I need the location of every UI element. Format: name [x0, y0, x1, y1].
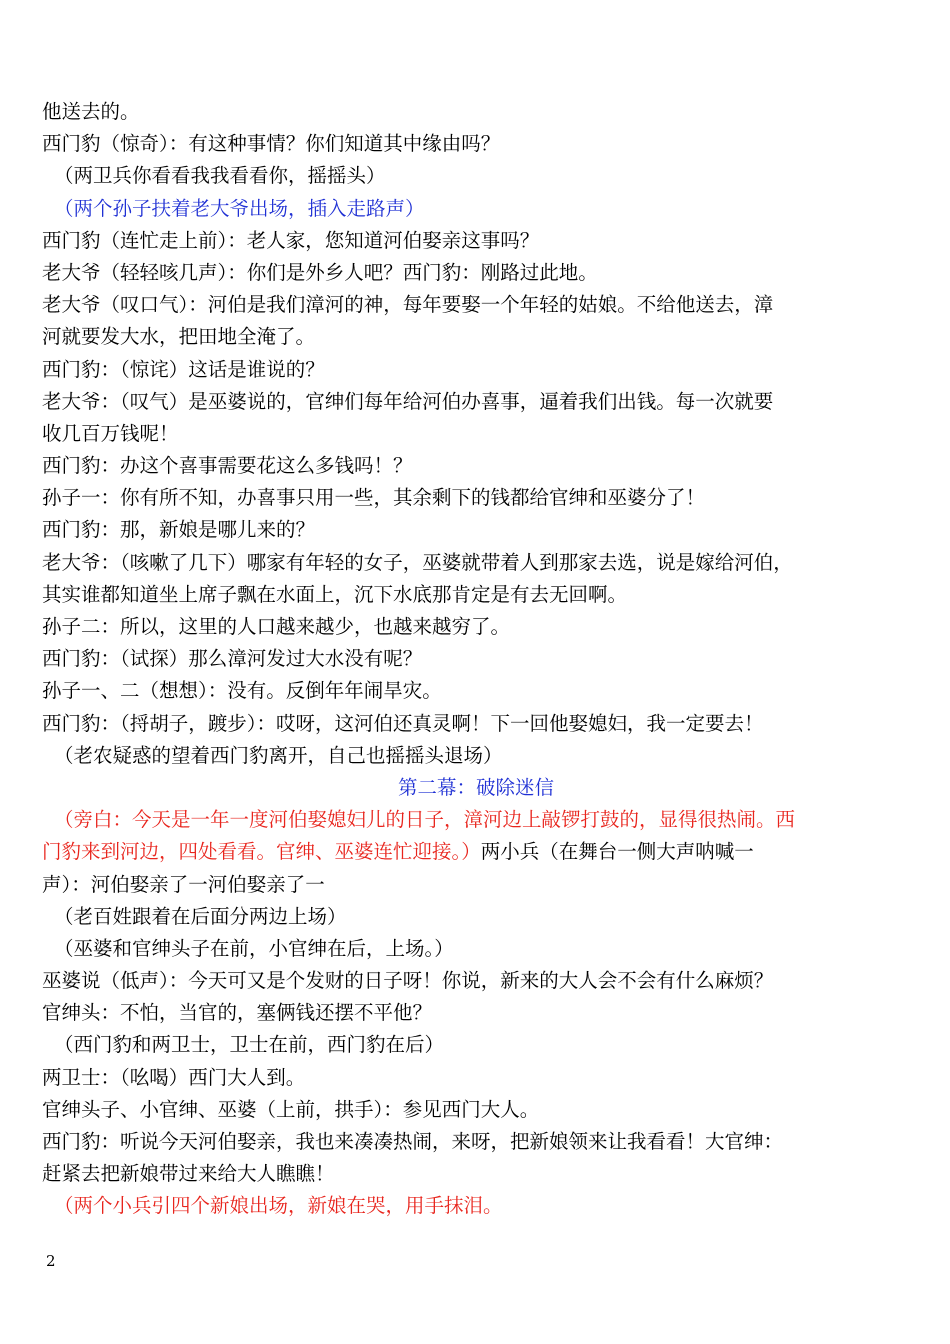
- text-line: [42, 772, 910, 804]
- text-line: [42, 1126, 910, 1158]
- line-text: （两个孙子扶着老大爷出场，插入走路声）: [54, 196, 425, 220]
- line-text: 西门豹：那，新娘是哪儿来的？: [42, 518, 316, 542]
- line-text: （两卫兵你看看我我看看你，摇摇头）: [54, 164, 386, 188]
- line-text: 西门豹（惊奇）：有这种事情？你们知道其中缘由吗？: [42, 132, 501, 156]
- line-text: 孙子一：你有所不知，办喜事只用一些，其余剩下的钱都给官绅和巫婆分了！: [42, 486, 706, 510]
- line-text: 他送去的。: [42, 100, 140, 123]
- text-line: [42, 1094, 910, 1126]
- text-line: [42, 643, 910, 675]
- text-line: [42, 547, 910, 579]
- line-text: 声）：河伯娶亲了一河伯娶亲了一: [42, 872, 325, 896]
- line-text: 官绅头子、小官绅、巫婆（上前，拱手）：参见西门大人。: [42, 1097, 540, 1121]
- text-line: [42, 740, 910, 772]
- text-line: [42, 482, 910, 514]
- text-line: [42, 675, 910, 707]
- line-text: （西门豹和两卫士，卫士在前，西门豹在后）: [54, 1033, 445, 1057]
- line-text-tail: 两小兵（在舞台一侧大声呐喊一: [480, 840, 754, 864]
- line-text: （老百姓跟着在后面分两边上场）: [54, 904, 347, 928]
- text-line: [42, 708, 910, 740]
- line-text: 老大爷：（叹气）是巫婆说的，官绅们每年给河伯办喜事，逼着我们出钱。每一次就要: [42, 389, 774, 413]
- text-line: [42, 386, 910, 418]
- line-text: 巫婆说（低声）：今天可又是个发财的日子呀！你说，新来的大人会不会有什么麻烦？: [42, 969, 774, 993]
- line-text: （老农疑惑的望着西门豹离开，自己也摇摇头退场）: [54, 743, 503, 767]
- line-text: 孙子一、二（想想）：没有。反倒年年闹旱灾。: [42, 679, 442, 703]
- text-line: [42, 354, 910, 386]
- line-text: 西门豹：（惊诧）这话是谁说的？: [42, 357, 325, 381]
- text-line: [42, 225, 910, 257]
- line-text: （巫婆和官绅头子在前，小官绅在后，上场。）: [54, 936, 454, 960]
- text-line: [42, 128, 910, 160]
- line-text: 西门豹（连忙走上前）：老人家，您知道河伯娶亲这事吗？: [42, 228, 540, 252]
- text-line: [42, 514, 910, 546]
- text-line: [42, 193, 910, 225]
- text-line: [42, 965, 910, 997]
- line-text: （两个小兵引四个新娘出场，新娘在哭，用手抹泪。: [54, 1194, 503, 1218]
- text-line: [42, 418, 910, 450]
- line-text: 西门豹：（试探）那么漳河发过大水没有呢？: [42, 647, 423, 671]
- text-line: [42, 611, 910, 643]
- text-line: [42, 160, 910, 192]
- line-text: 孙子二：所以，这里的人口越来越少，也越来越穷了。: [42, 615, 511, 638]
- line-text: 门豹来到河边，四处看看。官绅、巫婆连忙迎接。）: [42, 840, 481, 864]
- line-text: 官绅头：不怕，当官的，塞俩钱还摆不平他？: [42, 1001, 433, 1025]
- text-line: [42, 804, 910, 836]
- line-text: 老大爷（叹口气）：河伯是我们漳河的神，每年要娶一个年轻的姑娘。不给他送去，漳: [42, 293, 774, 317]
- script-text-body: [42, 96, 910, 1223]
- page-number: 2: [46, 1252, 56, 1270]
- line-text: 其实谁都知道坐上席子飘在水面上，沉下水底那肯定是有去无回啊。: [42, 582, 628, 606]
- text-line: [42, 869, 910, 901]
- text-line: [42, 257, 910, 289]
- text-line: [42, 933, 910, 965]
- text-line: [42, 579, 910, 611]
- line-text: （旁白：今天是一年一度河伯娶媳妇儿的日子，漳河边上敲锣打鼓的，显得很热闹。西: [54, 808, 796, 832]
- text-line: [42, 96, 910, 128]
- line-text: 两卫士：（吆喝）西门大人到。: [42, 1065, 306, 1089]
- text-line: [42, 1158, 910, 1190]
- text-line: [42, 901, 910, 933]
- text-line: [42, 450, 910, 482]
- text-line: [42, 1029, 910, 1061]
- text-line: [42, 997, 910, 1029]
- text-line: [42, 289, 910, 321]
- line-text: 老大爷（轻轻咳几声）：你们是外乡人吧？西门豹：刚路过此地。: [42, 260, 598, 284]
- line-text: 河就要发大水，把田地全淹了。: [42, 325, 316, 349]
- line-text: 收几百万钱呢！: [42, 421, 179, 445]
- text-line: [42, 321, 910, 353]
- text-line: [42, 836, 910, 868]
- line-text: 赶紧去把新娘带过来给大人瞧瞧！: [42, 1162, 335, 1186]
- line-text: 西门豹：办这个喜事需要花这么多钱吗！？: [42, 454, 413, 478]
- line-text: 第二幕：破除迷信: [397, 775, 554, 799]
- line-text: 西门豹：听说今天河伯娶亲，我也来凑凑热闹，来呀，把新娘领来让我看看！大官绅：: [42, 1130, 784, 1153]
- text-line: [42, 1190, 910, 1222]
- line-text: 老大爷：（咳嗽了几下）哪家有年轻的女子，巫婆就带着人到那家去选，说是嫁给河伯，: [42, 550, 793, 574]
- line-text: 西门豹：（捋胡子，踱步）：哎呀，这河伯还真灵啊！下一回他娶媳妇，我一定要去！: [42, 711, 764, 735]
- text-line: [42, 1062, 910, 1094]
